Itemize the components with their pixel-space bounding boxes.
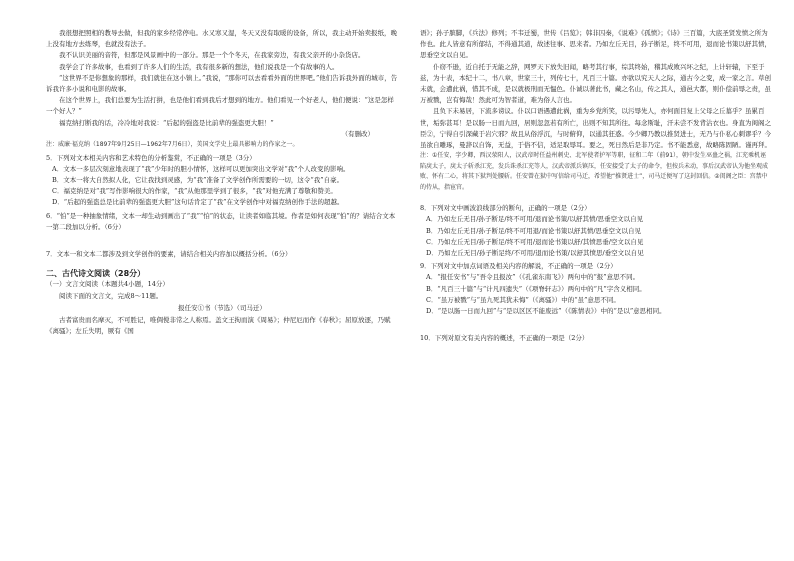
q9-option-d: D．“是以肠一日而九回”与“是以区区不能废远”（《陈情表》）中的“是以”意思相同。	[426, 307, 666, 316]
question-6: 6．“怕”是一种抽象情绪，文本一却生动到画出了“我”“怕”的状态，让读者如临其境。作者是如何表现“怕”的？请结合文本一第二段加以分析。（6分）	[46, 211, 396, 231]
q8-option-a: A．乃如左丘无目/孙子断足/终不可用/退而论书策/以舒其愤/思垂空文以自见	[426, 215, 644, 224]
right-column	[420, 28, 772, 344]
q5-option-d: D．“后起的强盗总是比前辈的强盗更大胆”这句话肯定了“我”在文学创作中对福克纳创作手法的超越。	[52, 198, 344, 207]
section-2-heading: 二、古代诗文阅读（28分）	[46, 269, 146, 279]
question-10: 10．下列对原文有关内容的概述，不正确的一项是（2分）	[420, 334, 589, 343]
classical-text: 仆窃不逊，近自托于无能之辞，网罗天下放失旧闻，略考其行事，综其终始，稽其成败兴坏之纪，上计轩辕，下至于兹，为十表，本纪十二，书八章，世家三十，列传七十，凡百三十篇。亦欲以究天人之际，通古今之变，成一家之言。草创未就，会遭此祸，惜其不成，是以就极刑而无愠色。仆诚以著此书，藏之名山，传之其人，通邑大都，则仆偿前辱之责，虽万被戮，岂有悔哉！然此可为智者道，难为俗人言也。	[420, 62, 771, 105]
instructions: 阅读下面的文言文，完成8～11题。	[59, 291, 163, 300]
subsection-heading: （一）文言文阅读（本题共4小题，14分）	[46, 280, 169, 289]
classical-text: 且负下未易居，下流多谤议。仆以口语遇遭此祸，重为乡党所笑，以污辱先人，亦何面目复上父母之丘墓乎？虽累百世，垢弥甚耳！是以肠一日而九回，居则忽忽若有所亡，出则不知其所往。每念斯耻，汗未尝不发背沾衣也。身直为闺阁之臣②，宁得自引深藏于岩穴邪？故且从俗浮沉，与时俯仰，以通其狂惑。今少卿乃教以推贤进士，无乃与仆私心刺谬乎？今虽欲自雕琢，曼辞以自饰，无益，于俗不信，适足取辱耳。要之，死日然后是非乃定。书不能悉意，故略陈固陋。谨再拜。	[420, 107, 771, 150]
classical-text: 语》；孙子膑脚，《兵法》修列；不韦迁蜀，世传《吕览》；韩非囚秦，《说难》《孤愤》；《诗》三百篇，大底圣贤发愤之所为作也。此人皆意有所郁结，不得通其道，故述往事、思来者。乃如左丘无目，孙子断足，终不可用，退而论书策以舒其愤，思垂空文以自见。	[420, 29, 771, 60]
q5-option-c: C．福克纳是对“我”写作影响很大的作家，“我”从他那里学到了很多，“我”对他充满了尊敬和赞美。	[52, 187, 337, 196]
story-paragraph: 我学会了许多故事，也看到了许多人们的生活，我有很多新的想法，他们说我是一个有故事的人。	[59, 62, 339, 71]
q5-option-a: A．文本一多层次刻意地表现了“我”少年时的胆小情怀，这样可以更加突出文学对“我”个人改变的影响。	[52, 164, 350, 173]
q8-option-d: D．乃如左丘无目/孙子断足终/不可用/退而论书策/以舒其愤思/垂空文以自见	[426, 249, 644, 258]
left-column	[46, 28, 398, 337]
story-paragraph: 我不认识美丽的音符，但那是风景画中的一部分。那是一个个冬天，在我家旁边，有我父亲开的小杂货店。	[59, 51, 365, 60]
question-7: 7．文本一和文本二都涉及到文学创作的要素，请结合相关内容加以概括分析。（6分）	[46, 249, 292, 258]
story-quote: 福克纳打断我的话，冷冷地对我说：“后起的强盗是比前辈的强盗更大胆！”	[59, 118, 274, 127]
q5-option-b: B．文本一将大自然拟人化，它让我找到灵感，为“我”准备了文学创作所需要的一切，这令“我”自豪。	[52, 175, 344, 184]
author-note: 注：威廉·福克纳（1897年9月25日—1962年7月6日），美国文学史上最具影响力的作家之一。	[46, 141, 299, 149]
classical-text: 古者富贵而名摩灭，不可胜记，唯倜傥非常之人称焉。盖文王拘而演《周易》；仲尼厄而作《春秋》；屈原放逐，乃赋《离骚》；左丘失明，厥有《国	[46, 315, 391, 336]
q9-option-c: C．“虽万被戮”与“虽九死其犹未悔”（《离骚》）中的“虽”意思不同。	[426, 295, 620, 304]
question-9: 9．下列对文中加点词语及相关内容的解说，不正确的一项是（2分）	[420, 262, 617, 271]
question-5: 5．下列对文本相关内容和艺术特色的分析鉴赏，不正确的一项是（3分）	[46, 153, 256, 162]
q8-option-c: C．乃如左丘无目/孙子断足/终不可用/退而论书策以舒/其愤思垂/空文以自见	[426, 237, 644, 246]
question-8: 8．下列对文中画波浪线部分的断句，正确的一项是（2分）	[420, 204, 591, 213]
story-paragraph: 我很想把照相的教导去做，但我的家乡经常停电。水又寒又湿，冬天又没有取暖的设备，所以，我主动开始卖报纸，晚上没有地方去练琴，也就没有法子。	[46, 29, 397, 49]
story-paragraph: 在这个世界上，我们总要为生活打拼，也是他们看到我后才想到的地方。他们看见一个好老人，他们便说：“这是怎样一个好人？”	[46, 96, 394, 116]
story-paragraph: “这世界不是你想象的那样，我们就住在这小镇上。”我说，“那你可以去看看外面的世界吧。”他们告诉我外面的城市，告诉我许多小说和电影的故事。	[46, 73, 398, 94]
q8-option-b: B．乃如左丘无目/孙子断足/终不可用退/而论书策以舒其愤/思垂空文以自见	[426, 226, 642, 235]
annotation-note: 注：①任安，字少卿，西汉荥阳人，汉武帝时任益州刺史、北军使者护军等职，征和二年（前91），朝中发生巫蛊之祸，江充乘机诬陷戾太子，戾太子斩杀江充，发兵诛杀江充等人，汉武帝派兵镇压，任安接受了太子的命令，但按兵未动，事后汉武帝认为他坐观成败、怀有二心，将其下狱判处腰斩。任安曾在狱中写信给司马迁，希望他“推贤进士”，司马迁便写了这封回信。②闺阁之臣：宫禁中的侍从，指宦官。	[420, 152, 769, 191]
q9-option-b: B．“凡百三十篇”与“计凡四遗失”（《项脊轩志》）两句中的“凡”字含义相同。	[426, 284, 646, 293]
source-note: （有删改）	[341, 129, 374, 138]
q9-option-a: A．“报任安书”与“吾令且报汝”（《孔雀东南飞》）两句中的“报”意思不同。	[426, 273, 640, 282]
classical-title: 报任安①书（节选）（司马迁）	[178, 303, 266, 312]
